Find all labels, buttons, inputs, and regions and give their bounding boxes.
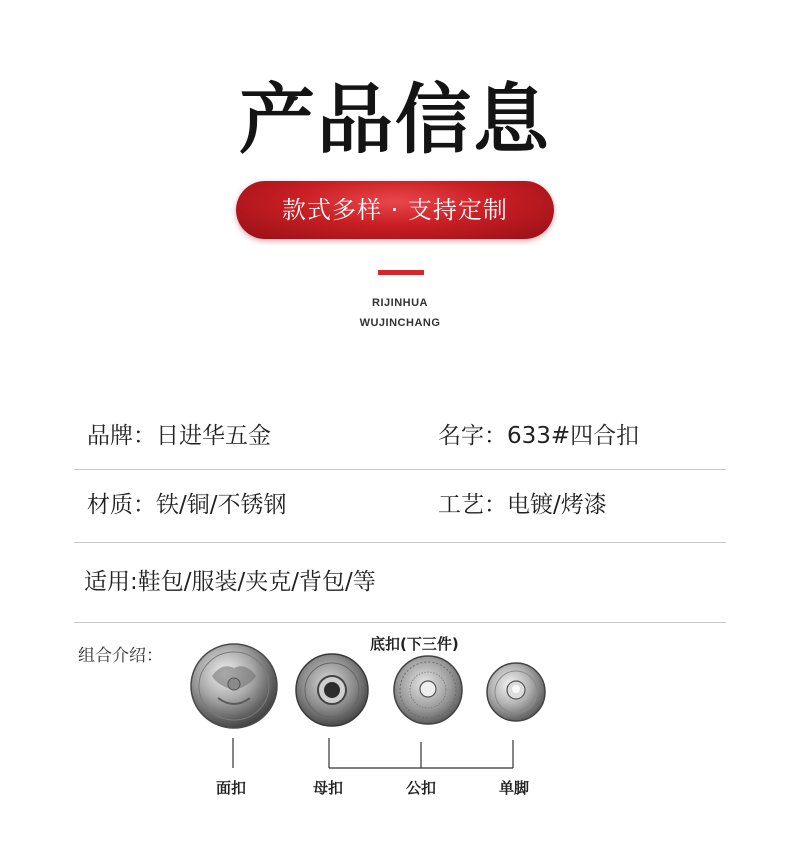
part-label-cap: 面扣 — [216, 779, 247, 797]
spec-brand: 品牌：日进华五金 — [87, 423, 271, 449]
cap-part-icon — [191, 644, 277, 728]
spec-material: 材质：铁/铜/不锈钢 — [87, 492, 287, 518]
part-label-stud: 公扣 — [406, 779, 437, 797]
connector-lines — [233, 738, 513, 768]
spec-craft: 工艺：电镀/烤漆 — [438, 492, 607, 518]
socket-part-icon — [296, 654, 368, 726]
part-label-socket: 母扣 — [313, 779, 344, 797]
page-title: 产品信息 — [239, 75, 551, 164]
brand-english-line1: RIJINHUA — [372, 297, 428, 309]
tagline-banner: 款式多样 · 支持定制 — [236, 181, 554, 239]
bottom-group-caption: 底扣(下三件) — [370, 635, 459, 653]
part-label-post: 单脚 — [499, 779, 530, 797]
spec-usage: 适用:鞋包/服装/夹克/背包/等 — [84, 569, 376, 595]
post-part-icon — [487, 663, 545, 721]
combo-label: 组合介绍： — [78, 646, 163, 666]
brand-english-line2: WUJINCHANG — [359, 317, 441, 329]
spec-name: 名字：633#四合扣 — [438, 423, 640, 449]
stud-part-icon — [394, 656, 462, 724]
